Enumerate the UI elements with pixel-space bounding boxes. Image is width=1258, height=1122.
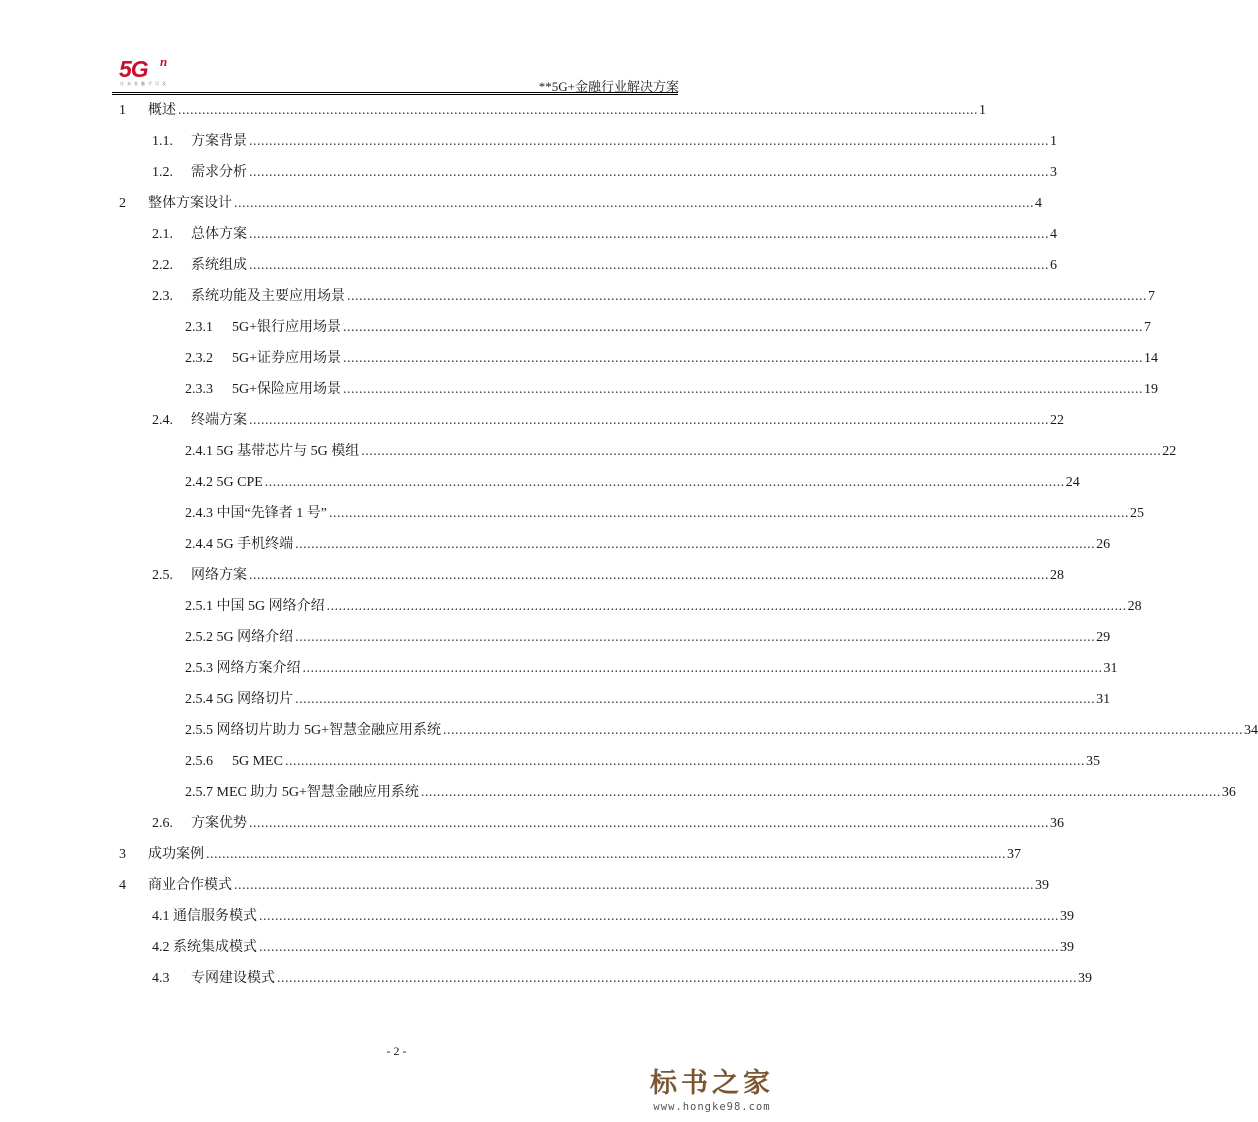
- toc-entry-page: 31: [1103, 661, 1118, 676]
- toc-entry[interactable]: [0, 752, 1100, 772]
- toc-entry-title: 方案背景: [191, 134, 247, 149]
- toc-dot-leader: ........................................................................................................................................................................................................: [249, 258, 1049, 273]
- 5g-logo: [119, 54, 179, 92]
- toc-dot-leader: ........................................................................................................................................................................................................: [259, 909, 1059, 924]
- toc-dot-leader: ........................................................................................................................................................................................................: [343, 351, 1144, 366]
- toc-dot-leader: ........................................................................................................................................................................................................: [259, 940, 1059, 955]
- logo-subtext: 让 未 来 触 手 可 及: [120, 81, 167, 86]
- toc-entry[interactable]: [0, 194, 1042, 214]
- toc-entry-page: 14: [1144, 351, 1159, 366]
- toc-entry[interactable]: [0, 318, 1152, 338]
- toc-dot-leader: ........................................................................................................................................................................................................: [284, 754, 1085, 769]
- toc-entry[interactable]: [0, 597, 1142, 617]
- toc-entry-number: 2.6.: [152, 816, 173, 831]
- toc-entry-page: 37: [1007, 847, 1021, 862]
- toc-entry-page: 39: [1035, 878, 1049, 893]
- toc-entry[interactable]: [0, 349, 1159, 369]
- toc-entry[interactable]: [0, 845, 1021, 865]
- toc-entry-title: 整体方案设计: [148, 196, 232, 211]
- toc-entry-page: 28: [1050, 568, 1064, 583]
- toc-entry-title: 5G+保险应用场景: [232, 382, 342, 397]
- toc-entry-title: 专网建设模式: [191, 971, 275, 986]
- toc-entry-number: 2.1.: [152, 227, 173, 242]
- toc-entry[interactable]: [0, 225, 1057, 245]
- toc-entry[interactable]: [0, 411, 1064, 431]
- toc-entry-number: 1.1.: [152, 134, 173, 149]
- toc-entry-title: 2.5.3 网络方案介绍: [185, 661, 301, 676]
- toc-entry-page: 36: [1221, 785, 1236, 800]
- toc-entry[interactable]: [0, 969, 1092, 989]
- toc-entry-title: 系统功能及主要应用场景: [191, 289, 345, 304]
- toc-dot-leader: ........................................................................................................................................................................................................: [347, 289, 1147, 304]
- toc-dot-leader: ........................................................................................................................................................................................................: [249, 568, 1049, 583]
- toc-entry[interactable]: [0, 907, 1074, 927]
- toc-entry-title: 网络方案: [191, 568, 247, 583]
- toc-entry-number: 2.3.3: [185, 382, 213, 397]
- toc-dot-leader: ........................................................................................................................................................................................................: [264, 475, 1065, 490]
- toc-entry-title: 2.4.4 5G 手机终端: [185, 537, 294, 552]
- toc-entry-title: 商业合作模式: [148, 878, 232, 893]
- toc-entry-page: 39: [1078, 971, 1092, 986]
- toc-dot-leader: ........................................................................................................................................................................................................: [295, 692, 1096, 707]
- toc-entry-page: 4: [1050, 227, 1057, 242]
- toc-dot-leader: ........................................................................................................................................................................................................: [361, 444, 1162, 459]
- toc-entry-page: 4: [1035, 196, 1042, 211]
- toc-dot-leader: ........................................................................................................................................................................................................: [295, 630, 1096, 645]
- toc-entry-title: 方案优势: [191, 816, 247, 831]
- toc-entry-title: 2.5.1 中国 5G 网络介绍: [185, 599, 325, 614]
- toc-dot-leader: ........................................................................................................................................................................................................: [249, 134, 1049, 149]
- toc-dot-leader: ........................................................................................................................................................................................................: [249, 816, 1049, 831]
- toc-entry[interactable]: [0, 101, 986, 121]
- toc-dot-leader: ........................................................................................................................................................................................................: [443, 723, 1244, 738]
- toc-dot-leader: ........................................................................................................................................................................................................: [326, 599, 1127, 614]
- toc-entry-page: 29: [1096, 630, 1111, 645]
- toc-entry[interactable]: [0, 287, 1155, 307]
- toc-entry-number: 2.5.6: [185, 754, 213, 769]
- toc-dot-leader: ........................................................................................................................................................................................................: [302, 661, 1103, 676]
- toc-dot-leader: ........................................................................................................................................................................................................: [343, 320, 1144, 335]
- toc-entry-title: 终端方案: [191, 413, 247, 428]
- toc-entry-number: 1: [119, 103, 126, 118]
- toc-entry[interactable]: [0, 783, 1236, 803]
- toc-entry-page: 25: [1129, 506, 1144, 521]
- toc-entry-number: 4.3: [152, 971, 170, 986]
- toc-entry-page: 1: [979, 103, 986, 118]
- toc-entry-page: 22: [1162, 444, 1177, 459]
- toc-dot-leader: ........................................................................................................................................................................................................: [277, 971, 1077, 986]
- toc-entry-title: 系统组成: [191, 258, 247, 273]
- toc-entry[interactable]: [0, 938, 1074, 958]
- toc-entry-number: 1.2.: [152, 165, 173, 180]
- logo-superscript: n: [160, 54, 168, 69]
- toc-entry[interactable]: [0, 814, 1064, 834]
- toc-entry-page: 22: [1050, 413, 1064, 428]
- toc-entry-title: 2.4.1 5G 基带芯片与 5G 模组: [185, 444, 360, 459]
- toc-entry[interactable]: [0, 504, 1144, 524]
- toc-entry-title: 5G+银行应用场景: [232, 320, 342, 335]
- toc-dot-leader: ........................................................................................................................................................................................................: [234, 878, 1034, 893]
- toc-entry-title: 5G MEC: [232, 754, 283, 769]
- toc-entry[interactable]: [0, 876, 1049, 896]
- toc-dot-leader: ........................................................................................................................................................................................................: [249, 413, 1049, 428]
- toc-entry-number: 2.4.: [152, 413, 173, 428]
- header-divider: [112, 92, 678, 95]
- toc-entry[interactable]: [0, 473, 1080, 493]
- toc-entry-title: 2.4.3 中国“先锋者 1 号”: [185, 506, 327, 521]
- toc-entry[interactable]: [0, 380, 1159, 400]
- toc-entry-number: 2.3.: [152, 289, 173, 304]
- toc-entry-page: 28: [1127, 599, 1142, 614]
- toc-dot-leader: ........................................................................................................................................................................................................: [234, 196, 1034, 211]
- toc-dot-leader: ........................................................................................................................................................................................................: [178, 103, 978, 118]
- toc-entry-number: 2.3.2: [185, 351, 213, 366]
- watermark-url: www.hongke98.com: [653, 1101, 771, 1113]
- toc-entry-title: 4.1 通信服务模式: [152, 909, 257, 924]
- toc-dot-leader: ........................................................................................................................................................................................................: [295, 537, 1096, 552]
- toc-entry-title: 4.2 系统集成模式: [152, 940, 257, 955]
- toc-entry[interactable]: [0, 132, 1057, 152]
- toc-entry-title: 成功案例: [148, 847, 204, 862]
- toc-dot-leader: ........................................................................................................................................................................................................: [343, 382, 1144, 397]
- site-watermark: [637, 1068, 787, 1114]
- toc-entry[interactable]: [0, 690, 1111, 710]
- toc-entry-page: 7: [1148, 289, 1155, 304]
- toc-dot-leader: ........................................................................................................................................................................................................: [206, 847, 1006, 862]
- toc-entry-title: 2.5.4 5G 网络切片: [185, 692, 294, 707]
- toc-entry-page: 3: [1050, 165, 1057, 180]
- toc-entry-number: 2.3.1: [185, 320, 213, 335]
- toc-entry-number: 2.5.: [152, 568, 173, 583]
- toc-entry-title: 5G+证券应用场景: [232, 351, 342, 366]
- toc-entry-page: 1: [1050, 134, 1057, 149]
- toc-entry-page: 19: [1144, 382, 1159, 397]
- toc-entry-title: 需求分析: [191, 165, 247, 180]
- toc-entry[interactable]: [0, 163, 1057, 183]
- toc-entry-number: 2: [119, 196, 126, 211]
- toc-dot-leader: ........................................................................................................................................................................................................: [420, 785, 1221, 800]
- toc-entry-title: 总体方案: [191, 227, 247, 242]
- toc-entry-number: 3: [119, 847, 126, 862]
- toc-entry-title: 2.4.2 5G CPE: [185, 475, 263, 490]
- toc-entry-number: 4: [119, 878, 126, 893]
- toc-entry-title: 2.5.7 MEC 助力 5G+智慧金融应用系统: [185, 785, 419, 800]
- toc-entry-page: 7: [1144, 320, 1152, 335]
- toc-entry-page: 34: [1244, 723, 1258, 738]
- toc-entry[interactable]: [0, 256, 1057, 276]
- toc-dot-leader: ........................................................................................................................................................................................................: [328, 506, 1129, 521]
- toc-entry-number: 2.2.: [152, 258, 173, 273]
- toc-entry-title: 2.5.2 5G 网络介绍: [185, 630, 294, 645]
- toc-dot-leader: ........................................................................................................................................................................................................: [249, 165, 1049, 180]
- toc-entry-page: 39: [1060, 940, 1074, 955]
- toc-entry-page: 35: [1085, 754, 1100, 769]
- toc-entry-page: 31: [1096, 692, 1111, 707]
- toc-entry-page: 36: [1050, 816, 1064, 831]
- page-number: - 2 -: [386, 1044, 407, 1058]
- toc-entry[interactable]: [0, 721, 1258, 741]
- document-header-title: **5G+金融行业解决方案: [538, 79, 679, 94]
- toc-entry[interactable]: [0, 442, 1177, 462]
- watermark-title: 标书之家: [650, 1068, 774, 1099]
- toc-entry-page: 24: [1065, 475, 1080, 490]
- toc-entry[interactable]: [0, 535, 1111, 555]
- logo-text: 5G: [119, 56, 148, 82]
- toc-entry[interactable]: [0, 566, 1064, 586]
- toc-entry[interactable]: [0, 628, 1111, 648]
- toc-entry[interactable]: [0, 659, 1118, 679]
- toc-entry-page: 26: [1096, 537, 1111, 552]
- toc-entry-title: 概述: [148, 103, 176, 118]
- toc-entry-page: 39: [1060, 909, 1074, 924]
- toc-dot-leader: ........................................................................................................................................................................................................: [249, 227, 1049, 242]
- toc-entry-title: 2.5.5 网络切片助力 5G+智慧金融应用系统: [185, 723, 442, 738]
- toc-entry-page: 6: [1050, 258, 1057, 273]
